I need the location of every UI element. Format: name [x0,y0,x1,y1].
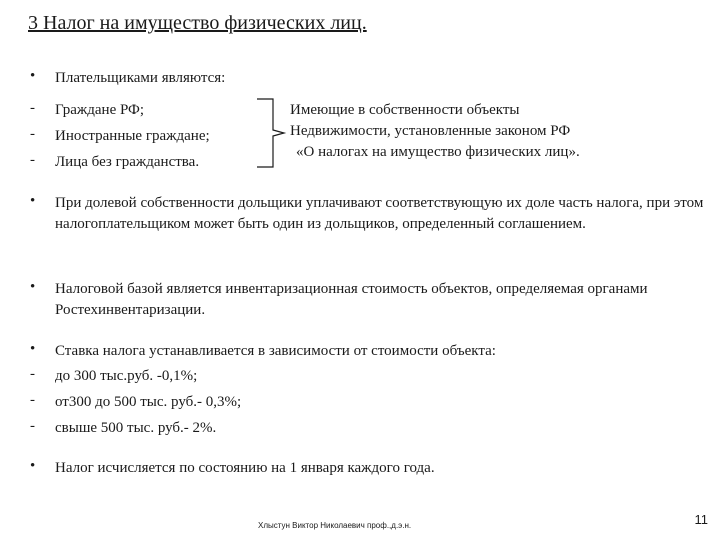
bullet-marker: • [30,341,36,357]
note-line: «О налогах на имущество физических лиц». [296,144,580,160]
rate-item: свыше 500 тыс. руб.- 2%. [55,420,217,436]
rate-item: от300 до 500 тыс. руб.- 0,3%; [55,394,242,410]
calculation-text: Налог исчисляется по состоянию на 1 января каждого года. [55,460,435,476]
page-number: 11 [694,512,708,527]
dash-marker: - [30,100,35,116]
bullet-marker: • [30,193,36,209]
payer-stateless: Лица без гражданства. [55,154,200,170]
rate-item: до 300 тыс.руб. -0,1%; [55,368,198,384]
dash-marker: - [30,152,35,168]
payer-citizens: Граждане РФ; [55,102,145,118]
note-line: Имеющие в собственности объекты [290,102,520,118]
dash-marker: - [30,418,35,434]
footer-author: Хлыстун Виктор Николаевич проф.,д.э.н. [258,521,412,530]
dash-marker: - [30,126,35,142]
bullet-marker: • [30,458,36,474]
brace-connector [255,96,287,170]
shared-ownership-text: При долевой собственности дольщики уплачивают соответствующую их доле часть налога, при этом налогоплательщиком может быть один из дольщиков, определенный соглашением. [55,195,704,232]
rate-heading: Ставка налога устанавливается в зависимости от стоимости объекта: [55,343,496,359]
payers-note [290,100,580,163]
dash-marker: - [30,366,35,382]
tax-base-text: Налоговой базой является инвентаризационная стоимость объектов, определяемая органами Ростехинвентаризации. [55,281,648,318]
note-line: Недвижимости, установленные законом РФ [290,123,571,139]
slide-title: 3 Налог на имущество физических лиц. [28,12,367,34]
bullet-marker: • [30,279,36,295]
dash-marker: - [30,392,35,408]
bullet-marker: • [30,68,36,84]
payers-heading: Плательщиками являются: [55,70,226,86]
payer-foreign-citizens: Иностранные граждане; [55,128,210,144]
